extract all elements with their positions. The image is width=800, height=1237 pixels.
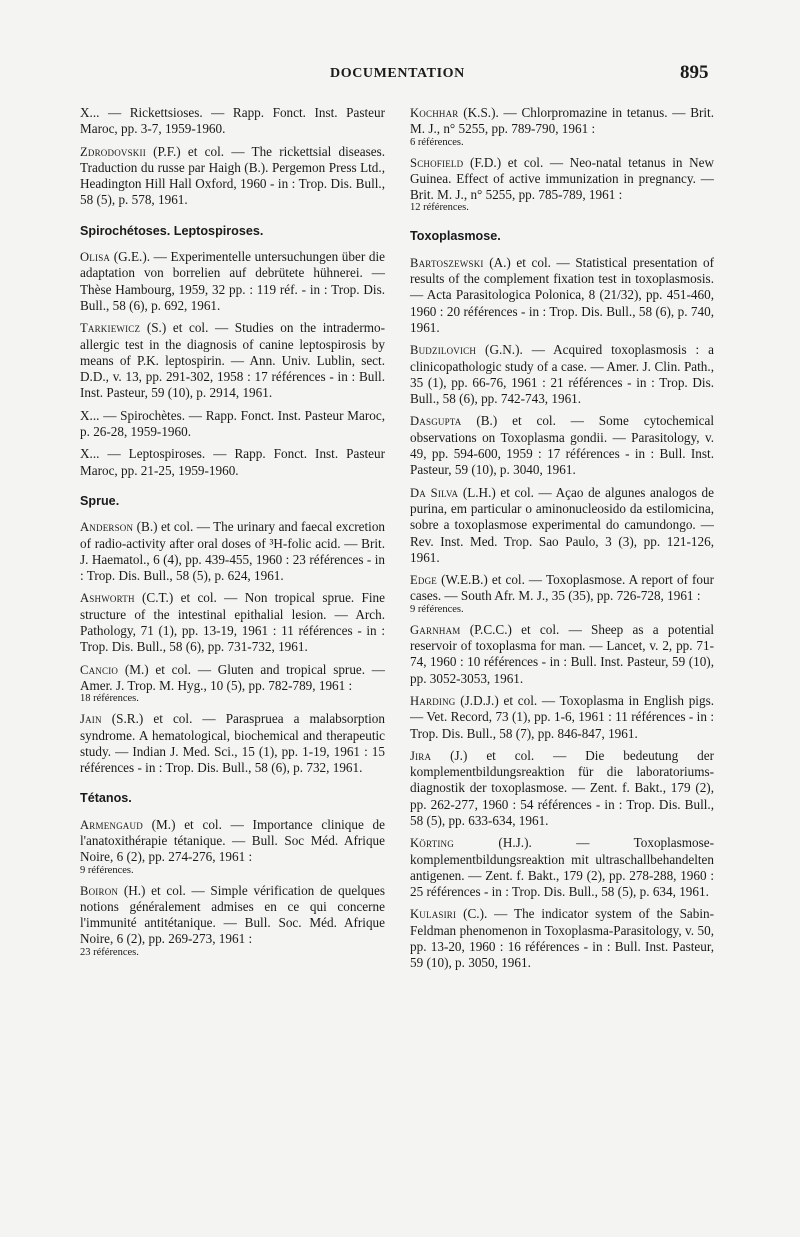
bibliography-entry xyxy=(410,906,714,971)
entry-author: Edge xyxy=(410,573,437,588)
entry-text: (S.R.) et col. — Paraspruea a malabsorption syndrome. A hematological, biochemical and therapeutic study. — Indian J. Med. Sci., 15 (1), pp. 1-19, 1961 : 15 références - in : Trop. Dis. Bull., 58 (6), p. 732, 1961. xyxy=(80,711,385,776)
section-heading: Toxoplasmose. xyxy=(410,229,501,244)
entry-text: X... — Spirochètes. — Rapp. Fonct. Inst. Pasteur Maroc, p. 26-28, 1959-1960. xyxy=(80,407,385,440)
bibliography-entry xyxy=(80,711,385,776)
entry-author: Ashworth xyxy=(80,591,135,606)
entry-text: (H.) et col. — Simple vérification de quelques notions généralement admises en ce qui concerne l'immunité antitétanique. — Bull. Soc. Méd. Afrique Noire, 6 (2), pp. 269-273, 1961 : xyxy=(80,882,386,947)
bibliography-entry xyxy=(410,693,714,742)
entry-reference-count: 12 références. xyxy=(410,202,469,214)
bibliography-entry xyxy=(410,255,714,336)
entry-author: Da Silva xyxy=(410,485,459,500)
entry-author: Kulasiri xyxy=(410,907,457,922)
entry-text: (P.C.C.) et col. — Sheep as a potential reservoir of toxoplasma for man. — Lancet, v. 2, pp. 71-74, 1960 : 10 références - in : Bull. Inst. Pasteur, 59 (10), pp. 3052-3053, 1961. xyxy=(410,621,715,686)
bibliography-entry xyxy=(80,249,385,314)
entry-text: (M.) et col. — Gluten and tropical sprue. — Amer. J. Trop. M. Hyg., 10 (5), pp. 782-789, 1961 : xyxy=(80,661,385,693)
entry-text: (C.). — The indicator system of the Sabin-Feldman phenomenon in Toxoplasma-Parasitology, v. 50, pp. 13-20, 1960 : 16 références - in : Bull. Inst. Pasteur, 59 (10), p. 3050, 1961. xyxy=(410,906,715,971)
entry-text: (S.) et col. — Studies on the intradermo-allergic test in the diagnosis of canine leptospirosis by means of P.K. leptospirin. — Ann. Univ. Lublin, sect. D.D., v. 13, pp. 291-302, 1958 : 17 références - in : Bull. Inst. Pasteur, 59 (10), p. 2914, 1961. xyxy=(80,320,385,401)
bibliography-entry xyxy=(80,662,385,706)
entry-author: Zdrodovskii xyxy=(80,144,146,159)
entry-text: (J.D.J.) et col. — Toxoplasma in English pigs. — Vet. Record, 73 (1), pp. 1-6, 1961 : 11 références - in : Trop. Dis. Bull., 58 (7), pp. 846-847, 1961. xyxy=(410,692,714,741)
entry-author: Jain xyxy=(80,712,102,727)
bibliography-entry xyxy=(410,622,714,687)
entry-author: Boiron xyxy=(80,883,119,898)
entry-text: X... — Leptospiroses. — Rapp. Fonct. Inst. Pasteur Maroc, pp. 21-25, 1959-1960. xyxy=(80,446,385,478)
page-header xyxy=(0,62,800,86)
entry-author: Budzilovich xyxy=(410,343,477,358)
bibliography-entry xyxy=(80,446,385,479)
bibliography-entry xyxy=(410,413,714,478)
bibliography-entry xyxy=(80,320,385,401)
entry-reference-count: 23 références. xyxy=(80,946,139,958)
entry-text: (P.F.) et col. — The rickettsial diseases. Traduction du russe par Haigh (B.). Pergemon Press Ltd., Headington Hill Hall Oxford, 1960 - in : Trop. Dis. Bull., 58 (5), p. 578, 1961. xyxy=(80,143,385,208)
bibliography-entry xyxy=(410,572,714,616)
bibliography-entry xyxy=(410,835,714,900)
right-column xyxy=(410,105,714,978)
entry-author: Körting xyxy=(410,836,454,851)
entry-text: (C.T.) et col. — Non tropical sprue. Fine structure of the intestinal epithalial lesion. — Arch. Pathology, 71 (1), pp. 13-19, 1961 : 11 références - in : Trop. Dis. Bull., 58 (6), pp. 731-732, 1961. xyxy=(80,590,386,655)
entry-author: Garnham xyxy=(410,622,461,637)
bibliography-entry xyxy=(410,748,714,829)
entry-text: (K.S.). — Chlorpromazine in tetanus. — Brit. M. J., n° 5255, pp. 789-790, 1961 : xyxy=(410,105,715,137)
bibliography-entry xyxy=(410,342,714,407)
entry-reference-count: 6 références. xyxy=(410,136,464,148)
entry-text: (A.) et col. — Statistical presentation of results of the complement fixation test in toxoplasmosis. — Acta Parasitologica Polonica, 8 (21/32), pp. 451-460, 1960 : 20 références - in : Trop. Dis. Bull., 58 (6), p. 740, 1961. xyxy=(410,254,714,335)
entry-author: Harding xyxy=(410,693,456,708)
entry-text: (L.H.) et col. — Açao de algunes analogos de purina, em particular o aminonucleosido da estilomicina, sobre a toxoplasmose experimental do camundongo. — Rev. Inst. Med. Trop. Sao Paulo, 3 (3), pp. 121-126, 1961. xyxy=(410,484,714,565)
page-number: 895 xyxy=(680,62,709,83)
bibliography-entry xyxy=(80,408,385,441)
entry-author: Tarkiewicz xyxy=(80,321,141,336)
bibliography-entry xyxy=(80,817,385,877)
entry-author: Kochhar xyxy=(410,106,459,120)
bibliography-entry xyxy=(80,590,385,655)
entry-text: (J.) et col. — Die bedeutung der komplementbildungsreaktion für die laboratoriums-diagnostik der toxoplasmose. — Zent. f. Bakt., 179 (2), pp. 262-277, 1960 : 54 références - in : Trop. Dis. Bull., 58 (5), pp. 633-634, 1961. xyxy=(410,747,714,828)
entry-author: Bartoszewski xyxy=(410,255,484,270)
entry-text: X... — Rickettsioses. — Rapp. Fonct. Inst. Pasteur Maroc, pp. 3-7, 1959-1960. xyxy=(80,105,385,137)
left-column xyxy=(80,105,385,965)
entry-text: (G.N.). — Acquired toxoplasmosis : a clinicopathologic study of a case. — Amer. J. Clin. Path., 35 (1), pp. 66-76, 1961 : 21 références - in : Trop. Dis. Bull., 58 (6), pp. 742-743, 1961. xyxy=(410,342,715,407)
bibliography-entry xyxy=(80,105,385,138)
entry-text: (G.E.). — Experimentelle untersuchungen über die adaptation von borrelien auf debrütete hühnerei. — Thèse Hambourg, 1959, 32 pp. : 119 réf. - in : Trop. Dis. Bull., 58 (6), p. 692, 1961. xyxy=(80,249,385,313)
bibliography-entry xyxy=(80,144,385,209)
entry-text: (F.D.) et col. — Neo-natal tetanus in New Guinea. Effect of active immunization in pregnancy. — Brit. M. J., n° 5255, pp. 785-789, 1961 : xyxy=(410,154,715,203)
entry-author: Cancio xyxy=(80,662,119,677)
entry-text: (B.) et col. — Some cytochemical observations on Toxoplasma gondii. — Parasitology, v. 49, pp. 594-600, 1959 : 17 références - in : Bull. Inst. Pasteur, 59 (10), p. 3040, 1961. xyxy=(410,413,715,478)
section-heading: Sprue. xyxy=(80,493,120,508)
entry-text: (W.E.B.) et col. — Toxoplasmose. A report of four cases. — South Afr. M. J., 35 (35), pp. 726-728, 1961 : xyxy=(410,572,714,604)
entry-text: (H.J.). — Toxoplasmose-komplementbildungsreaktion mit ultraschallbehandelten antigenen. — Zent. f. Bakt., 179 (2), pp. 278-288, 1960 : 25 références - in : Trop. Dis. Bull., 58 (5), p. 634, 1961. xyxy=(410,835,715,900)
section-heading: Spirochétoses. Leptospiroses. xyxy=(80,223,264,238)
entry-author: Olisa xyxy=(80,250,111,265)
bibliography-entry xyxy=(410,485,714,566)
entry-reference-count: 9 références. xyxy=(80,864,134,876)
entry-text: (B.) et col. — The urinary and faecal excretion of radio-activity after oral doses of ³H-folic acid. — Brit. J. Haematol., 6 (4), pp. 439-455, 1960 : 23 références - in : Trop. Dis. Bull., 58 (5), p. 624, 1961. xyxy=(80,519,386,584)
entry-author: Dasgupta xyxy=(410,414,462,429)
running-title: DOCUMENTATION xyxy=(330,66,465,81)
section-heading: Tétanos. xyxy=(80,791,132,806)
bibliography-entry xyxy=(80,883,385,959)
entry-author: Armengaud xyxy=(80,817,143,832)
bibliography-entry xyxy=(410,105,714,149)
entry-text: (M.) et col. — Importance clinique de l'anatoxithérapie tétanique. — Bull. Soc Méd. Afrique Noire, 6 (2), pp. 274-276, 1961 : xyxy=(80,816,386,865)
entry-author: Schofield xyxy=(410,155,464,170)
entry-reference-count: 18 références. xyxy=(80,693,139,705)
bibliography-entry xyxy=(80,519,385,584)
entry-author: Jira xyxy=(410,748,432,763)
entry-author: Anderson xyxy=(80,520,134,535)
entry-reference-count: 9 références. xyxy=(410,603,464,615)
bibliography-entry xyxy=(410,155,714,215)
